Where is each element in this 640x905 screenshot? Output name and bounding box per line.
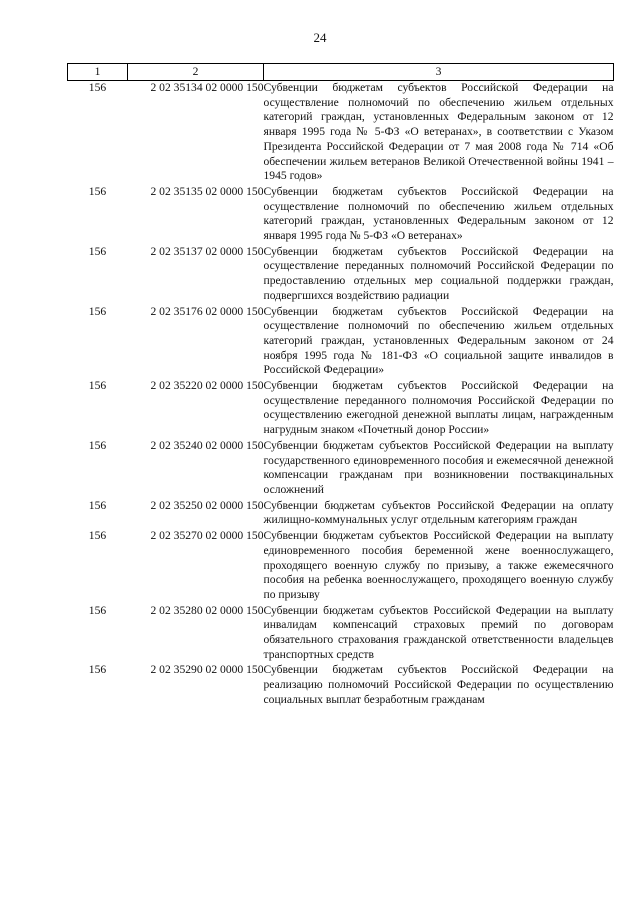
table-row [68,604,614,664]
admin-code-cell: 156 [88,304,107,318]
admin-code-cell: 156 [88,498,107,512]
table-row [68,305,614,380]
table-row [68,245,614,305]
budget-code-cell: 2 02 35280 02 0000 150 [150,603,264,617]
budget-code-cell: 2 02 35270 02 0000 150 [150,529,264,543]
column-header-1: 1 [68,64,128,81]
description-cell: Субвенции бюджетам субъектов Российской Федерации на осуществление полномочий по обеспечению жильем отдельных категорий граждан, установленных Федеральным законом от 24 ноября 1995 года № 181-ФЗ «О социальной защите инвалидов в Российской Федерации» [263,304,614,377]
table-row [68,529,614,604]
admin-code-cell: 156 [88,663,107,677]
table-row [68,663,614,708]
page-number: 24 [313,30,327,45]
column-header-3: 3 [264,64,614,81]
admin-code-cell: 156 [88,244,107,258]
admin-code-cell: 156 [88,438,107,452]
admin-code-cell: 156 [88,81,107,94]
budget-code-cell: 2 02 35176 02 0000 150 [150,304,264,318]
description-cell: Субвенции бюджетам субъектов Российской Федерации на выплату государственного единовременного пособия и ежемесячной денежной компенсации гражданам при возникновении поствакцинальных осложнений [263,438,614,496]
table-row [68,499,614,529]
admin-code-cell: 156 [88,184,107,198]
column-header-2: 2 [128,64,264,81]
table-row [68,81,614,185]
budget-code-cell: 2 02 35240 02 0000 150 [150,438,264,452]
description-cell: Субвенции бюджетам субъектов Российской Федерации на выплату единовременного пособия беременной жене военнослужащего, проходящего военную службу по призыву, а также ежемесячного пособия на ребенка военнослужащего, проходящего военную службу по призыву [263,529,614,601]
table-header-row [68,64,614,81]
description-cell: Субвенции бюджетам субъектов Российской Федерации на осуществление полномочий по обеспечению жильем отдельных категорий граждан, установленных Федеральным законом от 12 января 1995 года № 5-ФЗ «О ветеранах», в соответствии с Указом Президента Российской Федерации от 7 мая 2008 года № 714 «Об обеспечении жильем ветеранов Великой Отечественной войны 1941 – 1945 годов» [263,81,614,183]
admin-code-cell: 156 [88,379,107,393]
budget-code-cell: 2 02 35137 02 0000 150 [150,244,264,258]
budget-code-cell: 2 02 35250 02 0000 150 [150,498,264,512]
budget-code-cell: 2 02 35134 02 0000 150 [150,81,264,94]
table-row [68,185,614,245]
description-cell: Субвенции бюджетам субъектов Российской Федерации на оплату жилищно-коммунальных услуг отдельным категориям граждан [263,498,614,527]
description-cell: Субвенции бюджетам субъектов Российской Федерации на осуществление полномочий по обеспечению жильем отдельных категорий граждан, установленных Федеральным законом от 12 января 1995 года № 5-ФЗ «О ветеранах» [263,184,614,243]
revenue-codes-table [67,63,614,709]
description-cell: Субвенции бюджетам субъектов Российской Федерации на реализацию полномочий Российской Федерации по осуществлению социальных выплат безработным гражданам [263,663,614,706]
description-cell: Субвенции бюджетам субъектов Российской Федерации на выплату инвалидам компенсаций страховых премий по договорам обязательного страхования гражданской ответственности владельцев транспортных средств [263,603,614,661]
admin-code-cell: 156 [88,529,107,543]
admin-code-cell: 156 [88,603,107,617]
description-cell: Субвенции бюджетам субъектов Российской Федерации на осуществление переданного полномочия Российской Федерации по осуществлению ежегодной денежной выплаты лицам, награжденным нагрудным знаком «Почетный донор России» [263,379,614,437]
description-cell: Субвенции бюджетам субъектов Российской Федерации на осуществление переданных полномочий Российской Федерации по предоставлению отдельных мер социальной поддержки граждан, подвергшихся воздействию радиации [263,244,614,302]
table-row [68,379,614,439]
table-row [68,439,614,499]
budget-code-cell: 2 02 35135 02 0000 150 [150,184,264,198]
budget-code-cell: 2 02 35290 02 0000 150 [150,663,264,677]
budget-code-cell: 2 02 35220 02 0000 150 [150,379,264,393]
